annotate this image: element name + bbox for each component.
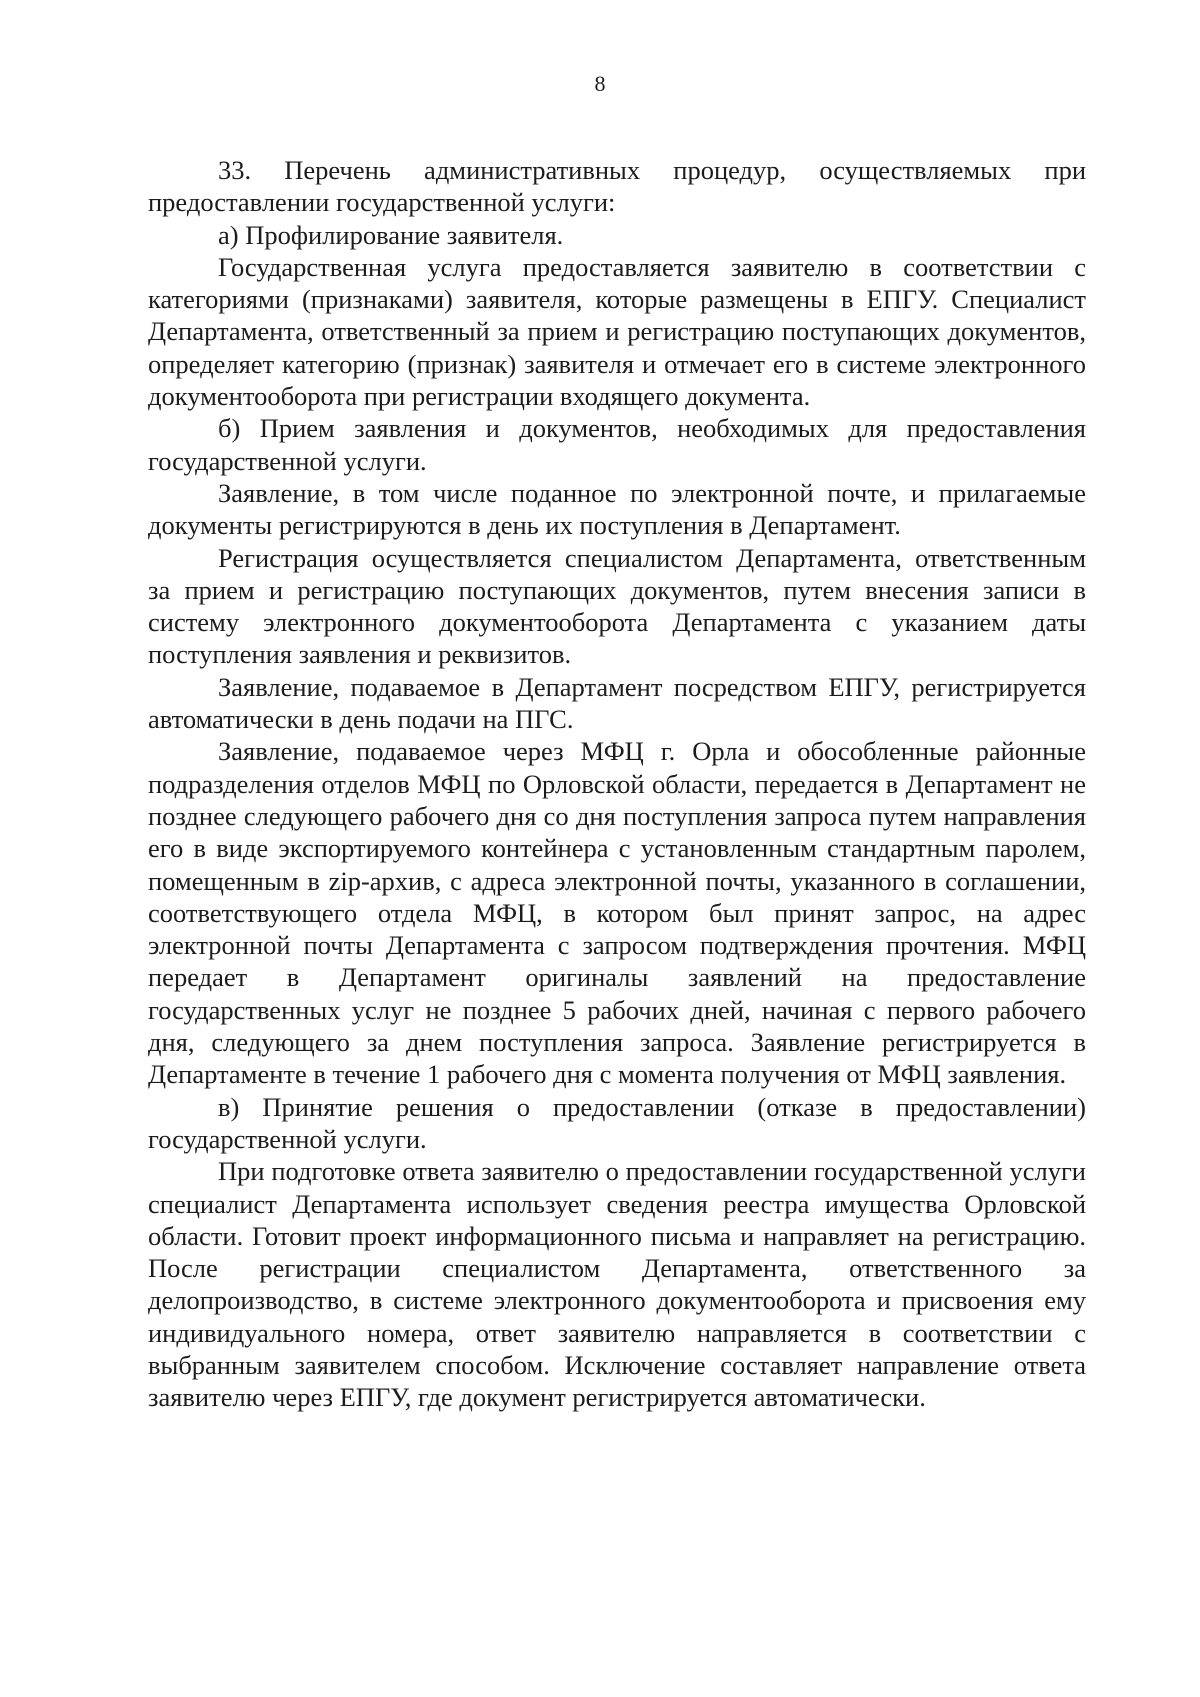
document-body bbox=[148, 154, 1086, 1414]
paragraph-answer-preparation: При подготовке ответа заявителю о предоставлении государственной услуги специалист Департамента использует сведения реестра имущества Орловской области. Готовит проект информационного письма и направляет на регистрацию. После регистрации специалистом Департамента, ответственного за делопроизводство, в системе электронного документооборота и присвоения ему индивидуального номера, ответ заявителю направляется в соответствии с выбранным заявителем способом. Исключение составляет направление ответа заявителю через ЕПГУ, где документ регистрируется автоматически. bbox=[148, 1156, 1086, 1413]
paragraph-subitem-v: в) Принятие решения о предоставлении (отказе в предоставлении) государственной услуги. bbox=[148, 1091, 1086, 1154]
paragraph-registration-specialist: Регистрация осуществляется специалистом Департамента, ответственным за прием и регистрацию поступающих документов, путем внесения записи в систему электронного документооборота Департамента с указанием даты поступления заявления и реквизитов. bbox=[148, 542, 1086, 670]
page-number: 8 bbox=[594, 71, 606, 96]
paragraph-subitem-b: б) Прием заявления и документов, необходимых для предоставления государственной услуги. bbox=[148, 413, 1086, 476]
paragraph-registration-day: Заявление, в том числе поданное по электронной почте, и прилагаемые документы регистрируются в день их поступления в Департамент. bbox=[148, 477, 1086, 541]
paragraph-subitem-a: а) Профилирование заявителя. bbox=[218, 219, 564, 250]
paragraph-item-33-heading: 33. Перечень административных процедур, осуществляемых при предоставлении государственной услуги: bbox=[148, 155, 1086, 218]
paragraph-epgu-registration: Заявление, подаваемое в Департамент посредством ЕПГУ, регистрируется автоматически в день подачи на ПГС. bbox=[148, 671, 1086, 735]
paragraph-mfc-transfer: Заявление, подаваемое через МФЦ г. Орла и обособленные районные подразделения отделов МФЦ по Орловской области, передается в Департамент не позднее следующего рабочего дня со дня поступления запроса путем направления его в виде экспортируемого контейнера с установленным стандартным паролем, помещенным в zip-архив, с адреса электронной почты, указанного в соглашении, соответствующего отдела МФЦ, в котором был принят запрос, на адрес электронной почты Департамента с запросом подтверждения прочтения. МФЦ передает в Департамент оригиналы заявлений на предоставление государственных услуг не позднее 5 рабочих дней, начиная с первого рабочего дня, следующего за днем поступления запроса. Заявление регистрируется в Департаменте в течение 1 рабочего дня с момента получения от МФЦ заявления. bbox=[148, 736, 1086, 1090]
paragraph-profiling: Государственная услуга предоставляется заявителю в соответствии с категориями (признаками) заявителя, которые размещены в ЕПГУ. Специалист Департамента, ответственный за прием и регистрацию поступающих документов, определяет категорию (признак) заявителя и отмечает его в системе электронного документооборота при регистрации входящего документа. bbox=[148, 251, 1086, 412]
